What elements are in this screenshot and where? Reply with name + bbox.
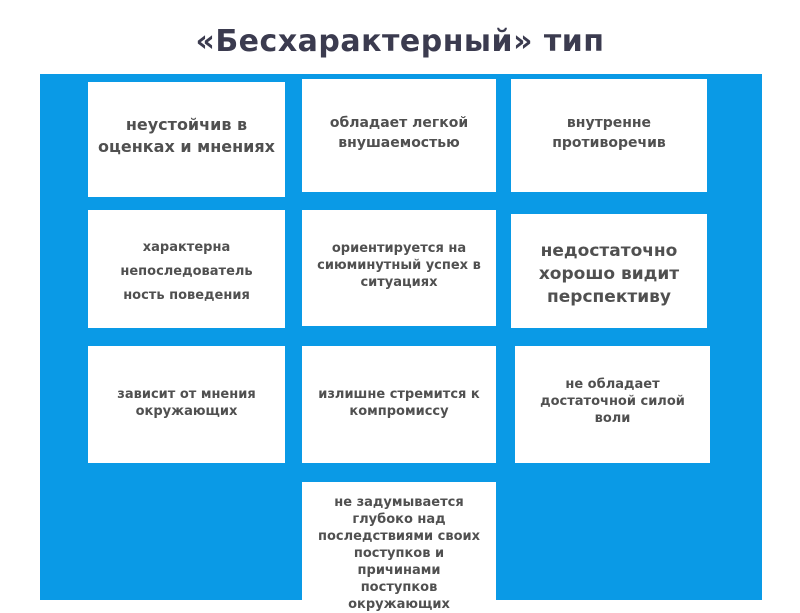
trait-card-poor-perspective — [511, 214, 707, 328]
trait-card-text: не обладает достаточной силой воли — [540, 377, 685, 426]
trait-card-text: внутренне противоречив — [552, 115, 666, 151]
trait-card-text: не задумывается глубоко над последствиями своих поступков и причинами поступков окружающих — [318, 495, 480, 612]
trait-card-unstable-judgments — [88, 82, 285, 197]
trait-card-text: излишне стремится к компромиссу — [318, 387, 480, 419]
trait-card-suggestibility — [302, 79, 496, 192]
trait-card-text: обладает легкой внушаемостью — [329, 115, 469, 151]
trait-card-text: недостаточно хорошо видит перспективу — [538, 241, 680, 307]
trait-card-weak-will — [515, 346, 710, 463]
trait-card-text: ориентируется на сиюминутный успех в ситуациях — [317, 241, 481, 290]
slide-title: «Бесхарактерный» тип — [195, 24, 605, 59]
trait-card-contradictory — [511, 79, 707, 192]
trait-card-text: неустойчив в оценках и мнениях — [98, 115, 275, 156]
trait-card-momentary-success — [302, 210, 496, 326]
trait-card-text: зависит от мнения окружающих — [117, 387, 256, 419]
trait-card-text: характерна непоследователь ность поведения — [120, 240, 253, 303]
trait-card-compromise — [302, 346, 496, 463]
trait-card-depends-on-others — [88, 346, 285, 463]
trait-card-inconsistent-behavior — [88, 210, 285, 328]
trait-card-no-reflection — [302, 482, 496, 612]
